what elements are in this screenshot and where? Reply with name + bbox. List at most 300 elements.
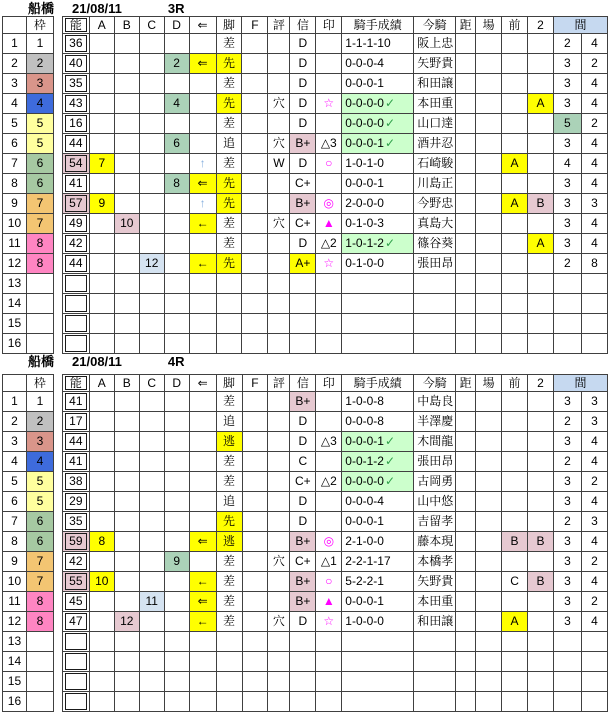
cell-ba	[476, 214, 502, 234]
cell-d	[164, 412, 189, 432]
cell-f	[242, 492, 268, 512]
no-box: 44	[65, 255, 87, 272]
column-header-kyo: 距	[456, 17, 476, 34]
cell-kyo	[456, 214, 476, 234]
cell-shin: B+	[290, 134, 316, 154]
cell-kyo	[456, 692, 476, 712]
cell-in	[316, 672, 342, 692]
cell-ba	[476, 532, 502, 552]
cell-hyo	[268, 254, 290, 274]
cell-shin: B+	[290, 392, 316, 412]
cell-ba	[476, 314, 502, 334]
cell-kishu: 0-0-0-4	[342, 492, 414, 512]
cell-b: 12	[114, 612, 139, 632]
cell-num: 7	[3, 512, 27, 532]
cell-in	[316, 294, 342, 314]
cell-no	[62, 54, 89, 74]
cell-no	[62, 592, 89, 612]
cell-d	[164, 234, 189, 254]
cell-d: 9	[164, 552, 189, 572]
cell-kon: 山口達	[414, 114, 456, 134]
cell-waku: 1	[26, 34, 53, 54]
no-box	[65, 335, 87, 352]
cell-ni	[528, 34, 554, 54]
cell-hyo	[268, 334, 290, 354]
cell-kyaku: 差	[216, 592, 242, 612]
no-box: 40	[65, 55, 87, 72]
cell-gap	[53, 572, 62, 592]
cell-mae	[502, 592, 528, 612]
cell-num: 13	[3, 632, 27, 652]
cell-c	[139, 472, 164, 492]
cell-kan2: 4	[581, 154, 607, 174]
cell-d	[164, 254, 189, 274]
table-row	[3, 134, 608, 154]
cell-d	[164, 274, 189, 294]
cell-num: 8	[3, 532, 27, 552]
cell-f	[242, 472, 268, 492]
cell-in	[316, 512, 342, 532]
cell-ni	[528, 294, 554, 314]
cell-c	[139, 134, 164, 154]
cell-b	[114, 632, 139, 652]
cell-c	[139, 94, 164, 114]
cell-b: 10	[114, 214, 139, 234]
no-box: 49	[65, 215, 87, 232]
cell-shin	[290, 334, 316, 354]
column-header-kishu: 騎手成績	[342, 375, 414, 392]
cell-kan1: 3	[553, 532, 581, 552]
cell-num: 16	[3, 692, 27, 712]
cell-a	[89, 214, 114, 234]
cell-c	[139, 334, 164, 354]
cell-kon: 篠谷葵	[414, 234, 456, 254]
table-row	[3, 94, 608, 114]
no-box	[65, 315, 87, 332]
cell-in	[316, 334, 342, 354]
mark-triangle: △2	[316, 472, 342, 492]
cell-d	[164, 592, 189, 612]
cell-kan2: 2	[581, 54, 607, 74]
mark-triangle: △3	[316, 432, 342, 452]
arrow-icon: ⇐	[189, 532, 216, 552]
cell-kan2: 4	[581, 532, 607, 552]
cell-in	[316, 314, 342, 334]
cell-num: 6	[3, 134, 27, 154]
cell-kon	[414, 692, 456, 712]
cell-gap	[53, 552, 62, 572]
cell-gap	[53, 94, 62, 114]
table-row	[3, 592, 608, 612]
column-header-mae: 前	[502, 17, 528, 34]
cell-kyo	[456, 234, 476, 254]
cell-hyo	[268, 412, 290, 432]
cell-hyo: 穴	[268, 94, 290, 114]
cell-mae: A	[502, 194, 528, 214]
cell-ba	[476, 334, 502, 354]
cell-in	[316, 174, 342, 194]
check-icon: ✓	[384, 136, 396, 150]
cell-kyaku	[216, 652, 242, 672]
cell-kyo	[456, 34, 476, 54]
cell-waku: 6	[26, 154, 53, 174]
cell-c	[139, 174, 164, 194]
cell-hyo	[268, 592, 290, 612]
race-table	[2, 374, 608, 712]
cell-d	[164, 572, 189, 592]
cell-gap	[53, 392, 62, 412]
cell-gap	[53, 54, 62, 74]
column-header-kon: 今騎	[414, 17, 456, 34]
cell-kyaku: 差	[216, 114, 242, 134]
cell-kyo	[456, 532, 476, 552]
cell-b	[114, 234, 139, 254]
cell-kishu	[342, 334, 414, 354]
cell-c	[139, 154, 164, 174]
no-box: 35	[65, 75, 87, 92]
cell-hyo	[268, 452, 290, 472]
cell-num: 4	[3, 452, 27, 472]
cell-in	[316, 114, 342, 134]
cell-waku: 5	[26, 492, 53, 512]
cell-f	[242, 632, 268, 652]
cell-f	[242, 54, 268, 74]
cell-gap	[53, 532, 62, 552]
cell-d	[164, 194, 189, 214]
cell-c	[139, 314, 164, 334]
cell-f	[242, 652, 268, 672]
cell-waku: 8	[26, 592, 53, 612]
cell-no	[62, 652, 89, 672]
cell-kan1	[553, 692, 581, 712]
cell-hyo	[268, 274, 290, 294]
cell-ba	[476, 154, 502, 174]
column-header-hyo: 評	[268, 375, 290, 392]
cell-ni	[528, 334, 554, 354]
cell-gap	[53, 254, 62, 274]
column-header-ni: 2	[528, 375, 554, 392]
check-icon: ✓	[384, 434, 396, 448]
no-box: 57	[65, 195, 87, 212]
cell-kyo	[456, 472, 476, 492]
cell-shin: D	[290, 94, 316, 114]
cell-shin: B+	[290, 592, 316, 612]
cell-gap	[53, 34, 62, 54]
cell-hyo	[268, 234, 290, 254]
cell-kan1	[553, 334, 581, 354]
cell-c	[139, 54, 164, 74]
cell-kyo	[456, 392, 476, 412]
table-row	[3, 392, 608, 412]
cell-num: 4	[3, 94, 27, 114]
cell-kyaku: 差	[216, 154, 242, 174]
cell-kon: 真島大	[414, 214, 456, 234]
cell-mae	[502, 234, 528, 254]
cell-arrow	[189, 134, 216, 154]
cell-kishu: 2-2-1-17	[342, 552, 414, 572]
cell-ni: B	[528, 194, 554, 214]
cell-arrow	[189, 274, 216, 294]
cell-ni	[528, 154, 554, 174]
mark-symbol: ◎	[316, 194, 342, 214]
cell-shin	[290, 294, 316, 314]
cell-kan2: 4	[581, 492, 607, 512]
cell-c	[139, 392, 164, 412]
cell-c	[139, 34, 164, 54]
no-box	[65, 295, 87, 312]
cell-gap	[53, 294, 62, 314]
check-icon: ✓	[384, 454, 396, 468]
column-header-b: B	[114, 17, 139, 34]
cell-no	[62, 432, 89, 452]
table-row	[3, 692, 608, 712]
cell-arrow	[189, 652, 216, 672]
cell-shin: D	[290, 154, 316, 174]
cell-num: 6	[3, 492, 27, 512]
cell-gap	[53, 334, 62, 354]
cell-kyo	[456, 412, 476, 432]
table-row	[3, 472, 608, 492]
cell-mae	[502, 214, 528, 234]
title-race: 4R	[167, 354, 185, 369]
column-header-kyaku: 脚	[216, 375, 242, 392]
cell-mae: C	[502, 572, 528, 592]
cell-num: 2	[3, 412, 27, 432]
cell-ni	[528, 114, 554, 134]
cell-f	[242, 314, 268, 334]
cell-mae	[502, 34, 528, 54]
cell-kan2: 3	[581, 392, 607, 412]
table-title	[0, 354, 608, 369]
cell-kyaku: 差	[216, 472, 242, 492]
no-box	[65, 275, 87, 292]
cell-mae	[502, 254, 528, 274]
cell-waku: 7	[26, 214, 53, 234]
cell-in	[316, 34, 342, 54]
table-row	[3, 652, 608, 672]
cell-waku: 7	[26, 194, 53, 214]
cell-kon	[414, 314, 456, 334]
cell-kishu: 0-0-0-4	[342, 54, 414, 74]
column-header-kishu: 騎手成績	[342, 17, 414, 34]
title-date: 21/08/11	[72, 1, 122, 16]
cell-c	[139, 672, 164, 692]
cell-mae	[502, 314, 528, 334]
cell-kon: 川島正	[414, 174, 456, 194]
cell-kan2: 2	[581, 114, 607, 134]
cell-ba	[476, 194, 502, 214]
cell-ni	[528, 692, 554, 712]
cell-a	[89, 692, 114, 712]
cell-kan1: 2	[553, 452, 581, 472]
cell-ni	[528, 632, 554, 652]
cell-arrow	[189, 314, 216, 334]
cell-no	[62, 412, 89, 432]
cell-hyo	[268, 512, 290, 532]
cell-ba	[476, 432, 502, 452]
cell-kishu	[342, 314, 414, 334]
cell-kyaku: 追	[216, 412, 242, 432]
cell-num: 5	[3, 472, 27, 492]
cell-waku	[26, 274, 53, 294]
cell-d	[164, 672, 189, 692]
no-box: 44	[65, 135, 87, 152]
cell-mae	[502, 432, 528, 452]
cell-c	[139, 692, 164, 712]
cell-c	[139, 552, 164, 572]
cell-b	[114, 154, 139, 174]
cell-shin: D	[290, 412, 316, 432]
cell-in	[316, 412, 342, 432]
cell-kishu: 0-0-0-0✓	[342, 94, 414, 114]
cell-gap	[53, 652, 62, 672]
cell-kishu: 0-0-0-0✓	[342, 114, 414, 134]
cell-f	[242, 572, 268, 592]
cell-ba	[476, 692, 502, 712]
cell-b	[114, 334, 139, 354]
cell-kan1: 3	[553, 432, 581, 452]
cell-kan1: 3	[553, 612, 581, 632]
table-row	[3, 612, 608, 632]
cell-shin: D	[290, 432, 316, 452]
title-track: 船橋	[28, 1, 55, 16]
mark-triangle: △3	[316, 134, 342, 154]
cell-gap	[53, 452, 62, 472]
cell-hyo	[268, 54, 290, 74]
cell-hyo	[268, 572, 290, 592]
cell-kan2	[581, 334, 607, 354]
cell-a	[89, 612, 114, 632]
cell-kyaku: 逃	[216, 432, 242, 452]
cell-kan2: 4	[581, 74, 607, 94]
cell-f	[242, 114, 268, 134]
cell-d	[164, 294, 189, 314]
cell-f	[242, 432, 268, 452]
cell-gap	[53, 512, 62, 532]
cell-mae	[502, 74, 528, 94]
title-race: 3R	[167, 1, 185, 16]
cell-kan1: 5	[553, 114, 581, 134]
cell-shin	[290, 652, 316, 672]
cell-shin: B+	[290, 194, 316, 214]
cell-kishu: 5-2-2-1	[342, 572, 414, 592]
cell-ni	[528, 174, 554, 194]
cell-f	[242, 392, 268, 412]
cell-d	[164, 612, 189, 632]
cell-b	[114, 94, 139, 114]
cell-mae	[502, 472, 528, 492]
cell-kyo	[456, 612, 476, 632]
cell-hyo: 穴	[268, 612, 290, 632]
cell-gap	[53, 632, 62, 652]
cell-kyo	[456, 94, 476, 114]
cell-no	[62, 34, 89, 54]
cell-kan1: 3	[553, 592, 581, 612]
cell-kon: 矢野貴	[414, 572, 456, 592]
cell-kyo	[456, 174, 476, 194]
cell-no	[62, 134, 89, 154]
cell-ba	[476, 672, 502, 692]
race-table	[2, 16, 608, 354]
cell-kyo	[456, 154, 476, 174]
cell-d	[164, 34, 189, 54]
table-row	[3, 54, 608, 74]
cell-kyaku: 先	[216, 512, 242, 532]
no-header-box: 能	[65, 376, 87, 390]
cell-mae	[502, 552, 528, 572]
cell-ni	[528, 74, 554, 94]
cell-kyo	[456, 134, 476, 154]
cell-hyo: 穴	[268, 214, 290, 234]
cell-waku: 5	[26, 114, 53, 134]
no-box: 35	[65, 513, 87, 530]
cell-shin	[290, 692, 316, 712]
cell-f	[242, 214, 268, 234]
cell-b	[114, 592, 139, 612]
cell-mae	[502, 294, 528, 314]
cell-kyaku	[216, 314, 242, 334]
cell-ni	[528, 214, 554, 234]
cell-kishu	[342, 274, 414, 294]
cell-gap	[53, 472, 62, 492]
cell-f	[242, 512, 268, 532]
cell-ba	[476, 632, 502, 652]
cell-ni	[528, 54, 554, 74]
cell-kishu: 0-1-0-0	[342, 254, 414, 274]
cell-arrow	[189, 512, 216, 532]
cell-waku: 4	[26, 452, 53, 472]
cell-arrow	[189, 234, 216, 254]
cell-kon: 木間龍	[414, 432, 456, 452]
cell-hyo	[268, 114, 290, 134]
cell-a	[89, 432, 114, 452]
cell-kan1	[553, 652, 581, 672]
cell-d	[164, 432, 189, 452]
column-header-rownum	[3, 17, 27, 34]
table-row	[3, 294, 608, 314]
cell-ba	[476, 234, 502, 254]
arrow-icon: ←	[189, 254, 216, 274]
cell-shin: D	[290, 114, 316, 134]
cell-kan2: 4	[581, 134, 607, 154]
cell-d	[164, 472, 189, 492]
cell-shin: D	[290, 34, 316, 54]
cell-waku: 3	[26, 432, 53, 452]
cell-no	[62, 392, 89, 412]
cell-no	[62, 512, 89, 532]
cell-kishu: 0-0-0-0✓	[342, 472, 414, 492]
cell-kan1: 3	[553, 392, 581, 412]
cell-kon	[414, 652, 456, 672]
mark-symbol: ▲	[316, 214, 342, 234]
cell-kon: 本田重	[414, 94, 456, 114]
cell-kon: 本橋孝	[414, 552, 456, 572]
mark-triangle: △2	[316, 234, 342, 254]
cell-num: 15	[3, 314, 27, 334]
cell-shin: C+	[290, 174, 316, 194]
cell-kan1: 3	[553, 492, 581, 512]
cell-num: 3	[3, 74, 27, 94]
table-row	[3, 34, 608, 54]
cell-kyaku: 追	[216, 492, 242, 512]
cell-ni: B	[528, 572, 554, 592]
no-box: 41	[65, 393, 87, 410]
column-header-arrow: ⇐	[189, 17, 216, 34]
cell-kan1: 3	[553, 174, 581, 194]
cell-arrow	[189, 114, 216, 134]
cell-kon: 和田譲	[414, 74, 456, 94]
cell-hyo	[268, 692, 290, 712]
